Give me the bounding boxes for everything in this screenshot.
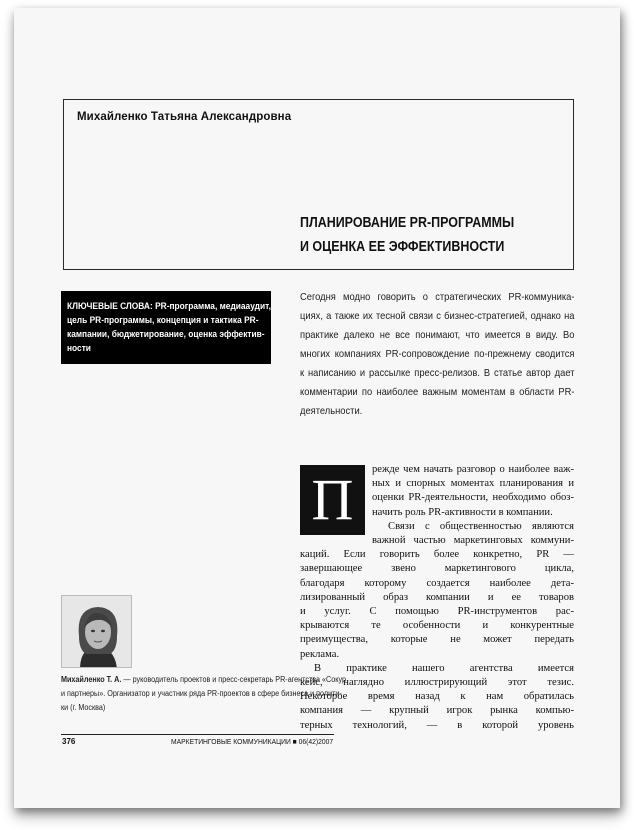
body-line: оценки PR-деятельности, необходимо обоз-: [372, 492, 574, 504]
bio-name: Михайленко Т. А.: [61, 675, 122, 684]
body-line: кейс, наглядно иллюстрирующий этот тезис.: [300, 677, 574, 689]
body-line: благодаря которому создается наиболее дета-: [300, 577, 574, 589]
journal-name: МАРКЕТИНГОВЫЕ КОММУНИКАЦИИ ■ 06(42)2007: [170, 737, 333, 746]
bio-text: — руководитель проектов и пресс-секретарь PR-агентства «Сокур: [121, 675, 346, 684]
author-name: Михайленко Татьяна Александровна: [77, 111, 292, 123]
page-number: 376: [62, 737, 76, 746]
author-bio: [61, 673, 346, 715]
bio-line: и партнеры». Организатор и участник ряда PR-проектов в сфере бизнеса и полити-: [61, 689, 342, 698]
bio-line: ки (г. Москва): [61, 703, 106, 712]
footer-rule: [61, 734, 334, 735]
body-line: режде чем начать разговор о наиболее важ-: [372, 464, 574, 475]
author-portrait-icon: [62, 596, 132, 668]
body-line: Связи с общественностью являются: [388, 520, 574, 532]
keywords-line: кампании, бюджетирование, оценка эффектив-: [67, 329, 265, 339]
body-line: важной частью маркетинговых коммуни-: [372, 535, 574, 547]
body-line: начить роль PR-активности в компании.: [372, 506, 553, 518]
body-line: и услуг. С помощью PR-инструментов рас-: [300, 606, 574, 618]
body-line: ных и спорных моментах планирования и: [372, 478, 574, 490]
title-line-1: ПЛАНИРОВАНИЕ PR-ПРОГРАММЫ: [300, 215, 515, 231]
body-line: преимущества, которые не может передать: [300, 634, 574, 646]
abstract-line: практике далеко не все понимают, что имеется в виду. Во: [300, 330, 575, 341]
body-line: каций. Если говорить более конкретно, PR —: [300, 549, 574, 561]
drop-cap: П: [300, 465, 365, 535]
body-line: крываются те особенности и конкурентные: [300, 620, 574, 632]
abstract-line: комментарии по наиболее важным моментам в области PR-: [300, 387, 575, 398]
abstract: [300, 288, 574, 421]
body-line: терных технологий, — в которой уровень: [300, 719, 574, 731]
keywords-line: ности: [67, 343, 91, 353]
body-line: лизированный образ компании и ее товаров: [300, 591, 574, 603]
keywords-line: КЛЮЧЕВЫЕ СЛОВА: PR-программа, медиааудит,: [67, 301, 271, 311]
author-photo: [61, 595, 132, 668]
body-line: Некоторое время назад к нам обратилась: [300, 691, 574, 703]
bio-line: [61, 673, 346, 687]
journal-page: [14, 8, 620, 808]
body-line: компания — крупный игрок рынка компью-: [300, 705, 574, 717]
article-title: [300, 211, 514, 259]
body-line: В практике нашего агентства имеется: [314, 662, 574, 674]
body-line: реклама.: [300, 648, 340, 660]
title-line-2: И ОЦЕНКА ЕЕ ЭФФЕКТИВНОСТИ: [300, 239, 505, 255]
abstract-line: многих компаниях PR-сопровождение по-прежнему сводится: [300, 349, 575, 360]
body-line: завершающее звено маркетингового цикла,: [300, 563, 574, 575]
abstract-line: Сегодня модно говорить о стратегических PR-коммуника-: [300, 292, 575, 303]
abstract-line: к написанию и рассылке пресс-релизов. В статье автор дает: [300, 368, 575, 379]
header-box: [63, 99, 574, 270]
keywords-box: [61, 291, 271, 364]
abstract-line: деятельности.: [300, 406, 363, 417]
abstract-line: циях, а также их тесной связи с бизнес-стратегией, однако на: [300, 311, 575, 322]
keywords-line: цель PR-программы, концепция и тактика PR-: [67, 315, 259, 325]
